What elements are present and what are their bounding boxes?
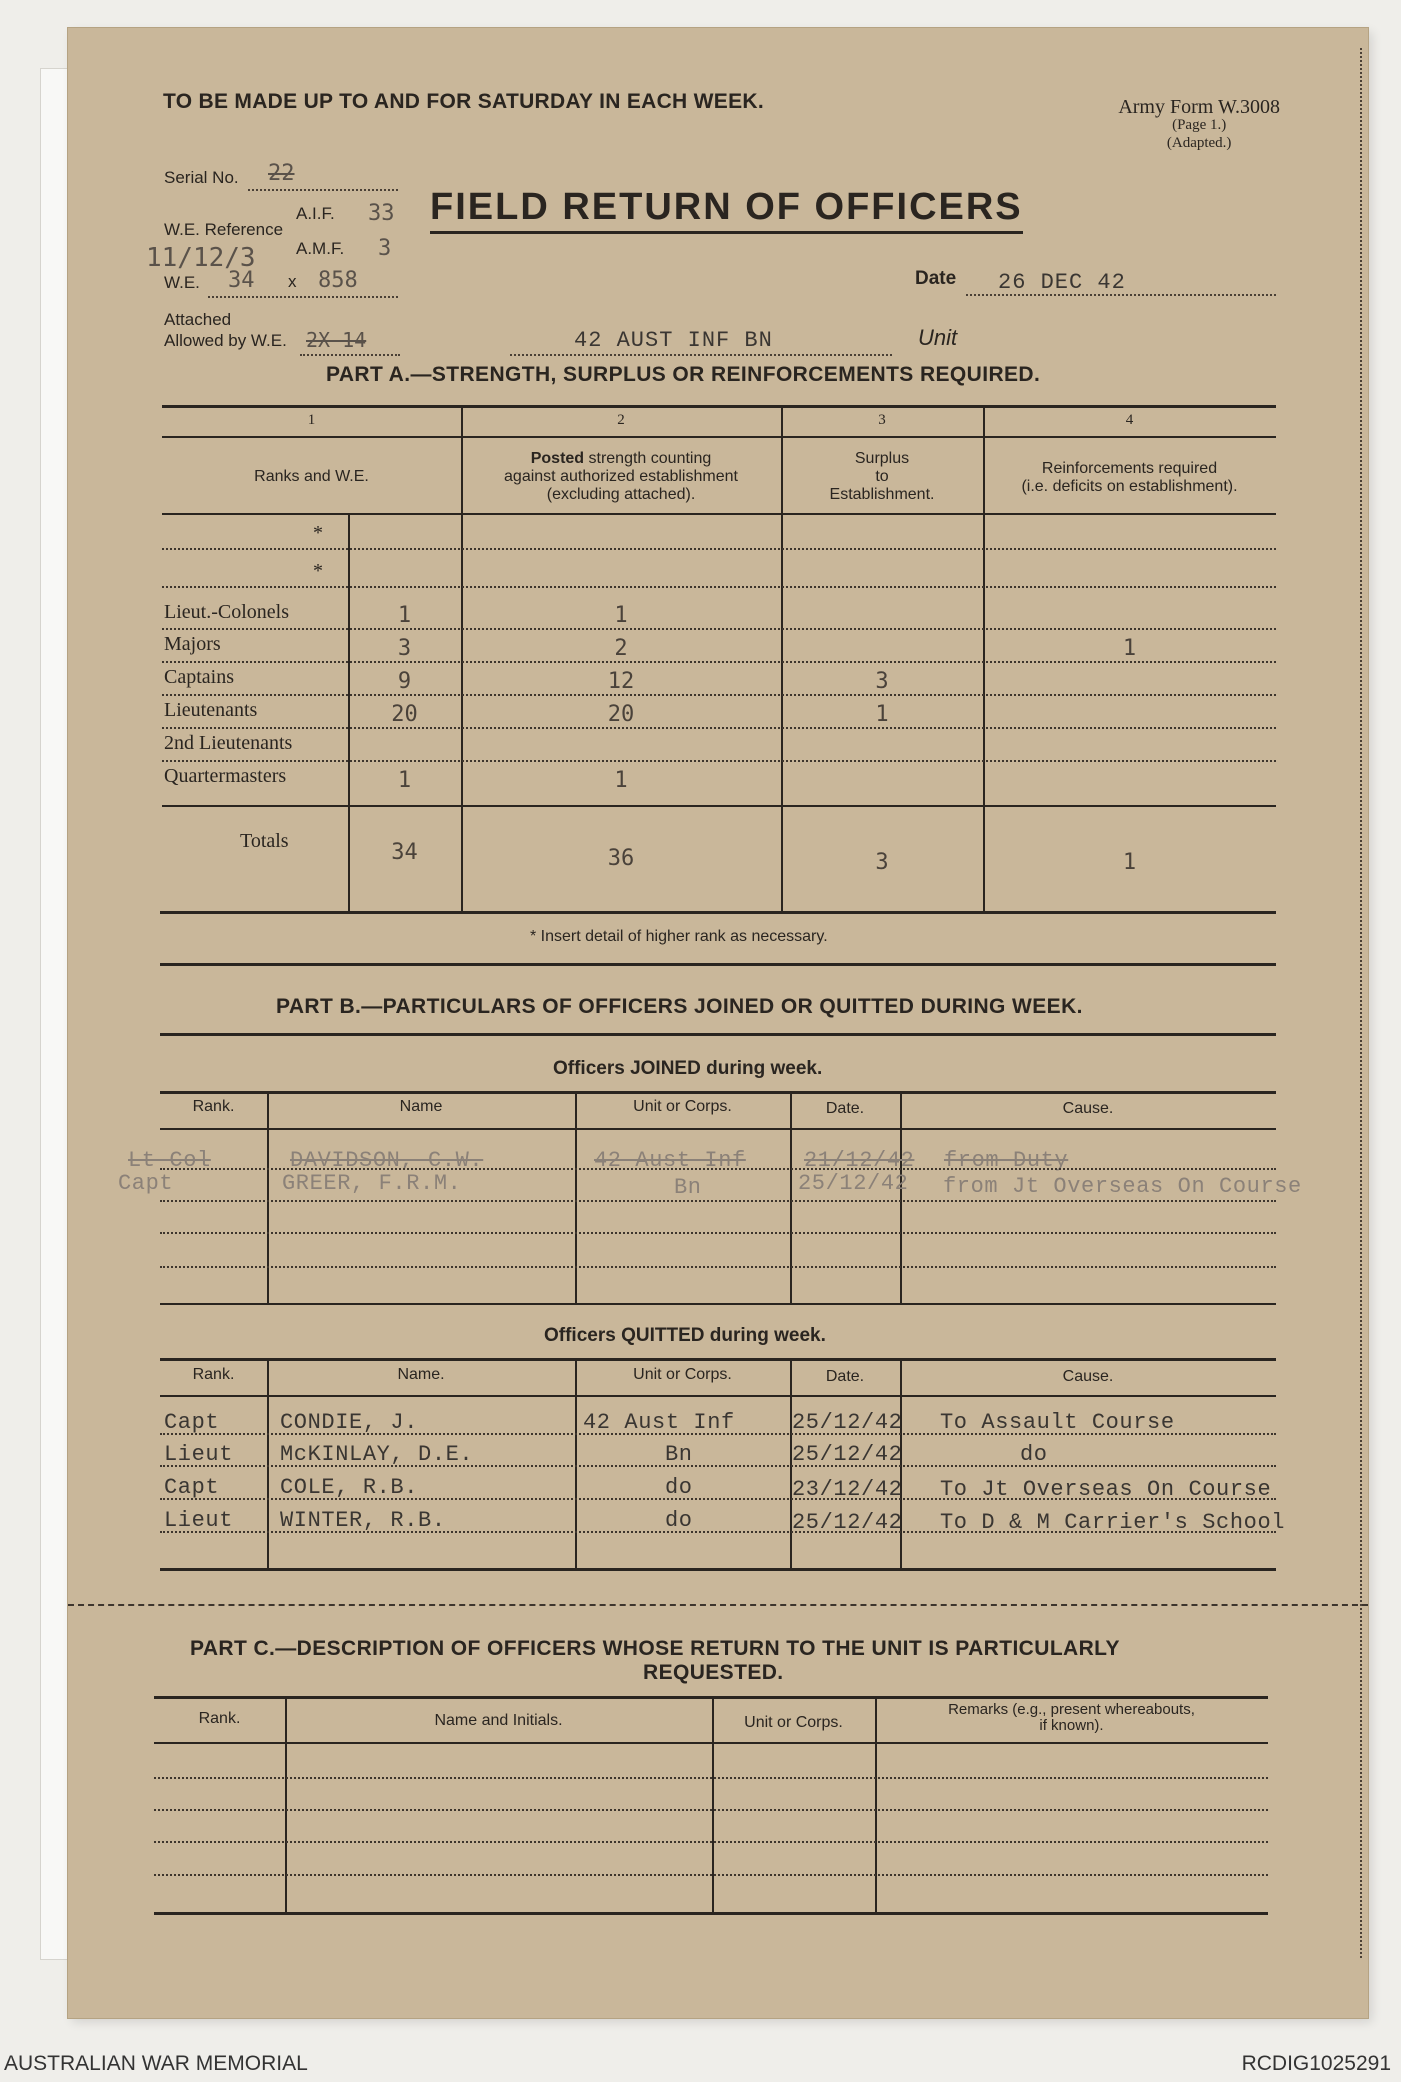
joined-vline [900, 1091, 902, 1303]
quitted-cause: To Assault Course [940, 1410, 1175, 1435]
part-c-col-remarks-line1: Remarks (e.g., present whereabouts, [948, 1701, 1195, 1718]
col-header-surplus [781, 450, 983, 504]
col-header-posted-line3: (excluding attached). [546, 486, 696, 503]
quitted-unit: do [665, 1475, 693, 1500]
quitted-col-unit: Unit or Corps. [633, 1366, 732, 1383]
joined-col-rank: Rank. [192, 1098, 235, 1115]
joined-col-unit: Unit or Corps. [633, 1098, 732, 1115]
part-c-col-remarks-line2: if known). [1039, 1717, 1104, 1734]
footer-left: AUSTRALIAN WAR MEMORIAL [4, 2052, 308, 2075]
part-b-top-rule [160, 1033, 1276, 1036]
quitted-vline [267, 1358, 269, 1568]
part-b-heading: PART B.—PARTICULARS OF OFFICERS JOINED OR QUITTED DURING WEEK. [276, 995, 1083, 1018]
footer-right: RCDIG1025291 [1241, 2052, 1391, 2075]
we-cell: 1 [397, 768, 412, 793]
quitted-unit: Bn [665, 1442, 693, 1467]
attached-value: 2X 14 [306, 328, 367, 352]
we-x: x [288, 272, 297, 291]
serial-field [248, 163, 398, 191]
quitted-vline [575, 1358, 577, 1568]
col-header-surplus-line2: to [875, 468, 889, 485]
joined-dotted-rule [160, 1266, 1276, 1268]
rank-label: Majors [164, 633, 221, 655]
date-value: 26 DEC 42 [998, 270, 1126, 295]
col-header-posted-bold: Posted [530, 450, 585, 467]
surplus-cell: 1 [875, 702, 889, 727]
posted-cell: 12 [607, 669, 635, 694]
part-c-heading-line2: REQUESTED. [643, 1661, 784, 1684]
quitted-date: 25/12/42 [792, 1442, 903, 1467]
col-header-posted-line2: against authorized establishment [504, 468, 738, 485]
part-a-dotted-rule [162, 727, 1276, 729]
joined-vline [267, 1091, 269, 1303]
posted-cell: 1 [614, 768, 628, 793]
joined-cause: from Duty [944, 1148, 1069, 1173]
asterisk-row-1: * [313, 522, 323, 544]
field-return-form [68, 28, 1368, 2018]
quitted-dotted-rule [160, 1465, 1276, 1467]
joined-col-cause: Cause. [1062, 1100, 1114, 1117]
quitted-top-rule [160, 1358, 1276, 1361]
reinforcements-cell: 1 [1122, 636, 1137, 661]
rank-label: Quartermasters [164, 765, 287, 787]
we-value-2: 858 [318, 268, 358, 293]
part-c-dotted-rule [154, 1841, 1268, 1843]
rank-label: 2nd Lieutenants [164, 732, 293, 754]
we-cell: 9 [397, 669, 412, 694]
we-label: W.E. [164, 273, 200, 292]
posted-cell: 2 [614, 636, 628, 661]
posted-cell: 20 [607, 702, 635, 727]
joined-date: 21/12/42 [804, 1148, 915, 1173]
we-cell: 1 [397, 603, 412, 628]
total-reinforcements: 1 [1122, 850, 1137, 875]
unit-value: 42 AUST INF BN [574, 328, 773, 353]
serial-value: 22 [268, 161, 295, 186]
form-page: (Page 1.) [1172, 117, 1227, 133]
part-c-header-rule [154, 1742, 1268, 1744]
part-a-dotted-rule [162, 548, 1276, 550]
part-c-col-rank: Rank. [198, 1710, 241, 1727]
part-a-footnote: * Insert detail of higher rank as necessary. [530, 928, 828, 945]
we-value-1: 34 [228, 268, 255, 293]
part-a-dotted-rule [162, 628, 1276, 630]
attached-label-1: Attached [164, 310, 232, 329]
aif-value: 33 [368, 201, 395, 226]
surplus-cell: 3 [875, 669, 889, 694]
part-a-dotted-rule [162, 760, 1276, 762]
col-number-1: 1 [307, 412, 316, 428]
quitted-unit: do [665, 1508, 693, 1533]
serial-label: Serial No. [164, 168, 239, 187]
part-a-top-rule [162, 405, 1276, 408]
rank-label: Captains [164, 666, 234, 688]
perforation-edge [1360, 48, 1362, 1958]
quitted-header-rule [160, 1395, 1276, 1397]
totals-label: Totals [240, 830, 289, 852]
page-title: FIELD RETURN OF OFFICERS [430, 186, 1023, 234]
joined-dotted-rule [160, 1232, 1276, 1234]
quitted-name: COLE, R.B. [280, 1475, 419, 1500]
joined-name: GREER, F.R.M. [282, 1171, 462, 1196]
quitted-cause: To Jt Overseas On Course [940, 1477, 1272, 1502]
joined-vline [575, 1091, 577, 1303]
col-header-surplus-line3: Establishment. [829, 486, 935, 503]
joined-bottom-rule [160, 1303, 1276, 1305]
part-c-heading-line1: PART C.—DESCRIPTION OF OFFICERS WHOSE RETURN TO THE UNIT IS PARTICULARLY [190, 1637, 1120, 1660]
part-a-dotted-rule [162, 694, 1276, 696]
date-label: Date [915, 268, 957, 289]
quitted-col-rank: Rank. [192, 1366, 235, 1383]
quitted-dotted-rule [160, 1531, 1276, 1533]
tear-off-line [68, 1604, 1368, 1606]
joined-rank: Capt [118, 1171, 174, 1196]
quitted-date: 25/12/42 [792, 1410, 903, 1435]
aif-label: A.I.F. [296, 204, 335, 223]
joined-top-rule [160, 1091, 1276, 1094]
total-posted: 36 [607, 846, 635, 871]
quitted-col-date: Date. [825, 1368, 865, 1385]
top-instruction: TO BE MADE UP TO AND FOR SATURDAY IN EACH WEEK. [163, 90, 764, 113]
part-a-dotted-rule [162, 586, 1276, 588]
quitted-bottom-rule [160, 1568, 1276, 1571]
asterisk-row-2: * [313, 560, 323, 582]
joined-unit: Bn [674, 1175, 702, 1200]
total-surplus: 3 [875, 850, 889, 875]
joined-dotted-rule [160, 1200, 1276, 1202]
col-number-2: 2 [617, 412, 625, 428]
col-header-posted [461, 450, 781, 504]
part-c-col-name: Name and Initials. [434, 1712, 563, 1729]
attached-field [300, 328, 400, 356]
posted-cell: 1 [614, 603, 628, 628]
we-reference-value: 11/12/3 [146, 243, 256, 273]
form-adapted: (Adapted.) [1166, 135, 1232, 151]
quitted-name: WINTER, R.B. [280, 1508, 446, 1533]
rank-label: Lieut.-Colonels [164, 601, 289, 623]
col-number-3: 3 [878, 412, 886, 428]
unit-field [510, 324, 892, 356]
part-a-heading: PART A.—STRENGTH, SURPLUS OR REINFORCEMENTS REQUIRED. [326, 363, 1041, 386]
joined-name: DAVIDSON, C.W. [290, 1148, 484, 1173]
attached-label-2: Allowed by W.E. [164, 331, 287, 350]
part-c-top-rule [154, 1696, 1268, 1699]
joined-header-rule [160, 1128, 1276, 1130]
part-c-dotted-rule [154, 1777, 1268, 1779]
joined-vline [790, 1091, 792, 1303]
quitted-col-cause: Cause. [1062, 1368, 1114, 1385]
quitted-dotted-rule [160, 1498, 1276, 1500]
joined-col-date: Date. [825, 1100, 865, 1117]
joined-col-name: Name [399, 1098, 443, 1115]
joined-rank: Lt-Col [128, 1148, 211, 1173]
part-a-colnum-rule [162, 436, 1276, 438]
part-a-dotted-rule [162, 661, 1276, 663]
joined-heading: Officers JOINED during week. [553, 1058, 823, 1079]
quitted-cause: To D & M Carrier's School [940, 1510, 1286, 1535]
joined-unit: 42 Aust Inf [594, 1148, 746, 1173]
part-c-col-unit: Unit or Corps. [744, 1714, 843, 1731]
quitted-col-name: Name. [397, 1366, 445, 1383]
part-a-totals-rule [162, 805, 1276, 807]
total-we: 34 [391, 840, 418, 865]
part-a-header-rule [162, 513, 1276, 515]
quitted-rank: Capt [164, 1410, 220, 1435]
joined-dotted-rule [160, 1168, 1276, 1170]
form-number-block [1118, 98, 1280, 152]
quitted-date: 23/12/42 [792, 1477, 903, 1502]
quitted-rank: Capt [164, 1475, 220, 1500]
quitted-heading: Officers QUITTED during week. [544, 1325, 826, 1346]
col-header-posted-rest: strength counting [584, 450, 712, 467]
we-cell: 20 [391, 702, 418, 727]
quitted-rank: Lieut [164, 1508, 234, 1533]
joined-cause: from Jt Overseas On Course [943, 1174, 1302, 1199]
date-field [966, 268, 1276, 296]
unit-label: Unit [918, 325, 958, 350]
part-c-bottom-rule [154, 1912, 1268, 1915]
part-c-dotted-rule [154, 1809, 1268, 1811]
quitted-date: 25/12/42 [792, 1510, 903, 1535]
we-reference-label: W.E. Reference [164, 220, 284, 239]
quitted-name: McKINLAY, D.E. [280, 1442, 474, 1467]
we-field [208, 268, 398, 298]
joined-date: 25/12/42 [798, 1171, 909, 1196]
col-header-surplus-line1: Surplus [854, 450, 910, 467]
part-a-end-rule [160, 963, 1276, 966]
quitted-cause: do [1020, 1442, 1048, 1467]
col-header-ranks: Ranks and W.E. [254, 468, 369, 485]
rank-label: Lieutenants [164, 699, 258, 721]
amf-label: A.M.F. [296, 239, 345, 258]
form-number: Army Form W.3008 [1118, 96, 1280, 118]
part-a-bottom-rule [160, 911, 1276, 914]
col-header-reinf-line1: Reinforcements required [1041, 460, 1218, 477]
quitted-rank: Lieut [164, 1442, 234, 1467]
col-header-reinf-line2: (i.e. deficits on establishment). [1021, 478, 1238, 495]
col-number-4: 4 [1125, 412, 1134, 428]
part-c-dotted-rule [154, 1874, 1268, 1876]
quitted-name: CONDIE, J. [280, 1410, 419, 1435]
we-cell: 3 [397, 636, 412, 661]
quitted-dotted-rule [160, 1433, 1276, 1435]
amf-value: 3 [378, 236, 392, 261]
part-c-col-remarks [875, 1702, 1268, 1734]
col-header-reinforcements [983, 460, 1276, 496]
quitted-unit: 42 Aust Inf [583, 1410, 735, 1435]
